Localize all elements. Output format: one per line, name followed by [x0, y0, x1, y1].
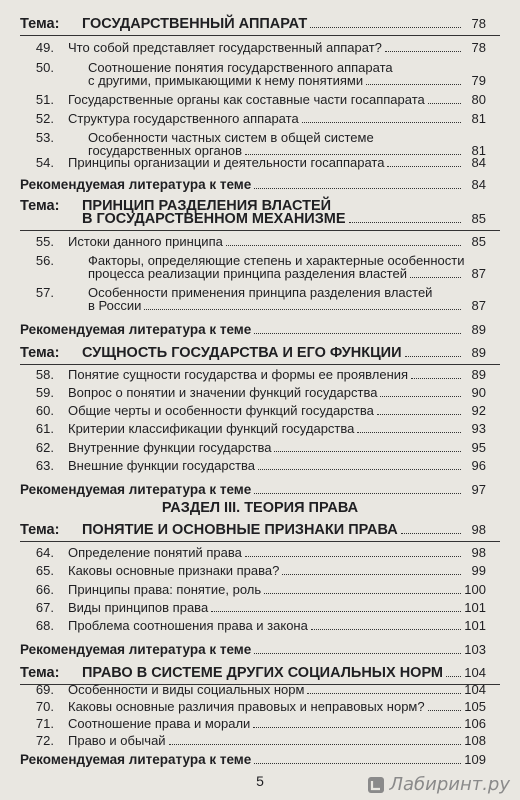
dot-leader [253, 727, 461, 728]
page-number: 80 [471, 92, 486, 107]
entry-number: 60. [35, 403, 54, 418]
topic-label: Тема: [20, 665, 60, 681]
dot-leader [428, 710, 461, 711]
topic-underline [20, 364, 500, 365]
page-number: 109 [464, 752, 486, 767]
toc-entry [20, 367, 486, 382]
page-number: 78 [471, 40, 486, 55]
dot-leader [258, 469, 461, 470]
dot-leader [307, 693, 461, 694]
entry-number: 63. [35, 458, 54, 473]
toc-entry [20, 733, 486, 748]
dot-leader [245, 556, 461, 557]
entry-title: Право и обычай [68, 733, 166, 748]
entry-number: 62. [35, 440, 54, 455]
entry-number: 53. [35, 130, 54, 145]
literature-entry [20, 482, 486, 497]
page-number: 87 [471, 266, 486, 281]
toc-entry [20, 92, 486, 107]
dot-leader [226, 245, 461, 246]
entry-title: Вопрос о понятии и значении функций государства [68, 385, 378, 400]
topic-underline [20, 35, 500, 36]
page-number: 97 [471, 482, 486, 497]
topic-title-line1: ПРИНЦИП РАЗДЕЛЕНИЯ ВЛАСТЕЙ [82, 198, 332, 214]
page-number: 101 [464, 618, 486, 633]
page-number: 98 [471, 545, 486, 560]
topic-heading [20, 345, 486, 361]
page-folio: 5 [256, 773, 264, 789]
entry-title: Понятие сущности государства и формы ее проявления [68, 367, 409, 382]
dot-leader [310, 27, 461, 28]
entry-title: Каковы основные различия правовых и неправовых норм? [68, 699, 425, 714]
entry-number: 49. [35, 40, 54, 55]
topic-underline [20, 541, 500, 542]
literature-label: Рекомендуемая литература к теме [20, 322, 252, 337]
page-number: 84 [471, 177, 486, 192]
dot-leader [254, 333, 461, 334]
entry-title: Проблема соотношения права и закона [68, 618, 308, 633]
page-number: 104 [464, 682, 486, 697]
entry-title: Определение понятий права [68, 545, 242, 560]
dot-leader [349, 222, 461, 223]
entry-number: 51. [35, 92, 54, 107]
dot-leader [385, 51, 461, 52]
page-number: 87 [471, 298, 486, 313]
entry-title: Принципы права: понятие, роль [68, 582, 262, 597]
entry-title: Внешние функции государства [68, 458, 256, 473]
page-number: 89 [471, 345, 486, 360]
entry-number: 52. [35, 111, 54, 126]
entry-title-line2: с другими, примыкающими к нему понятиями [88, 73, 364, 88]
dot-leader [405, 356, 461, 357]
dot-leader [254, 763, 461, 764]
page-number: 89 [471, 322, 486, 337]
toc-entry [20, 716, 486, 731]
entry-title: Виды принципов права [68, 600, 209, 615]
page-number: 85 [471, 211, 486, 226]
entry-number: 70. [35, 699, 54, 714]
toc-entry [88, 298, 486, 313]
literature-label: Рекомендуемая литература к теме [20, 642, 252, 657]
topic-label: Тема: [20, 345, 60, 361]
entry-number: 59. [35, 385, 54, 400]
toc-entry [20, 582, 486, 597]
entry-number: 68. [35, 618, 54, 633]
entry-number: 71. [35, 716, 54, 731]
dot-leader [254, 188, 461, 189]
literature-entry [20, 177, 486, 192]
topic-heading [20, 16, 486, 32]
page-number: 92 [471, 403, 486, 418]
toc-entry [20, 385, 486, 400]
dot-leader [410, 277, 461, 278]
entry-number: 66. [35, 582, 54, 597]
toc-entry [20, 600, 486, 615]
dot-leader [357, 432, 461, 433]
dot-leader [377, 414, 461, 415]
page-number: 101 [464, 600, 486, 615]
dot-leader [311, 629, 461, 630]
toc-entry [88, 266, 486, 281]
page-number: 78 [471, 16, 486, 31]
dot-leader [254, 653, 461, 654]
topic-underline [20, 230, 500, 231]
dot-leader [387, 166, 461, 167]
literature-entry [20, 752, 486, 767]
dot-leader [282, 574, 461, 575]
toc-entry [88, 73, 486, 88]
entry-number: 57. [35, 285, 54, 300]
topic-heading [20, 522, 486, 538]
topic-title: СУЩНОСТЬ ГОСУДАРСТВА И ЕГО ФУНКЦИИ [82, 345, 402, 361]
topic-title-line2: В ГОСУДАРСТВЕННОМ МЕХАНИЗМЕ [82, 211, 346, 227]
dot-leader [169, 744, 461, 745]
toc-entry [20, 155, 486, 170]
entry-title: Истоки данного принципа [68, 234, 223, 249]
entry-title-line1: Особенности частных систем в общей системе [88, 130, 374, 145]
dot-leader [302, 122, 461, 123]
page-number: 103 [464, 642, 486, 657]
entry-title: Соотношение права и морали [68, 716, 251, 731]
entry-title: Критерии классификации функций государства [68, 421, 355, 436]
entry-number: 58. [35, 367, 54, 382]
dot-leader [366, 84, 461, 85]
entry-title: Внутренние функции государства [68, 440, 272, 455]
page-number: 81 [471, 143, 486, 158]
toc-entry [20, 440, 486, 455]
entry-title: Принципы организации и деятельности госаппарата [68, 155, 385, 170]
topic-label: Тема: [20, 16, 60, 32]
entry-number: 67. [35, 600, 54, 615]
page-number: 85 [471, 234, 486, 249]
toc-entry [20, 458, 486, 473]
toc-entry [20, 40, 486, 55]
page-number: 89 [471, 367, 486, 382]
topic-label: Тема: [20, 522, 60, 538]
topic-heading [82, 211, 486, 227]
toc-entry [20, 421, 486, 436]
entry-number: 65. [35, 563, 54, 578]
topic-title: ПРАВО В СИСТЕМЕ ДРУГИХ СОЦИАЛЬНЫХ НОРМ [82, 665, 444, 681]
page-number: 79 [471, 73, 486, 88]
toc-entry [20, 618, 486, 633]
page-number: 99 [471, 563, 486, 578]
entry-number: 54. [35, 155, 54, 170]
page-number: 81 [471, 111, 486, 126]
entry-title-line2: процесса реализации принципа разделения властей [88, 266, 407, 281]
toc-entry [20, 545, 486, 560]
dot-leader [274, 451, 461, 452]
entry-title-line2: государственных органов [88, 143, 243, 158]
toc-entry [20, 563, 486, 578]
page-number: 90 [471, 385, 486, 400]
topic-heading [20, 665, 486, 681]
dot-leader [446, 676, 461, 677]
topic-title: ПОНЯТИЕ И ОСНОВНЫЕ ПРИЗНАКИ ПРАВА [82, 522, 398, 538]
entry-number: 55. [35, 234, 54, 249]
page-number: 93 [471, 421, 486, 436]
page-number: 106 [464, 716, 486, 731]
watermark-text: Лабиринт.ру [389, 774, 510, 795]
page-number: 100 [464, 582, 486, 597]
page-number: 108 [464, 733, 486, 748]
literature-label: Рекомендуемая литература к теме [20, 177, 252, 192]
page-number: 95 [471, 440, 486, 455]
dot-leader [254, 493, 461, 494]
dot-leader [264, 593, 461, 594]
topic-title: ГОСУДАРСТВЕННЫЙ АППАРАТ [82, 16, 308, 32]
entry-number: 61. [35, 421, 54, 436]
topic-label: Тема: [20, 198, 60, 214]
watermark [367, 774, 510, 795]
literature-entry [20, 642, 486, 657]
dot-leader [211, 611, 461, 612]
toc-entry [20, 111, 486, 126]
entry-title: Общие черты и особенности функций государства [68, 403, 374, 418]
page-number: 96 [471, 458, 486, 473]
entry-title: Что собой представляет государственный аппарат? [68, 40, 382, 55]
dot-leader [380, 396, 461, 397]
entry-title-line1: Факторы, определяющие степень и характерные особенности [88, 253, 465, 268]
page-number: 98 [471, 522, 486, 537]
entry-title-line2: в России [88, 298, 142, 313]
entry-title-line1: Особенности применения принципа разделения властей [88, 285, 433, 300]
toc-entry [20, 699, 486, 714]
entry-title-line1: Соотношение понятия государственного аппарата [88, 60, 393, 75]
section-heading: РАЗДЕЛ III. ТЕОРИЯ ПРАВА [161, 500, 359, 516]
entry-number: 69. [35, 682, 54, 697]
toc-entry [20, 682, 486, 697]
page-number: 105 [464, 699, 486, 714]
toc-entry [20, 403, 486, 418]
entry-title: Структура государственного аппарата [68, 111, 299, 126]
literature-entry [20, 322, 486, 337]
dot-leader [411, 378, 461, 379]
literature-label: Рекомендуемая литература к теме [20, 482, 252, 497]
toc-entry [20, 234, 486, 249]
entry-number: 50. [35, 60, 54, 75]
dot-leader [144, 309, 461, 310]
entry-title: Особенности и виды социальных норм [68, 682, 305, 697]
entry-number: 72. [35, 733, 54, 748]
dot-leader [401, 533, 461, 534]
entry-title: Каковы основные признаки права? [68, 563, 280, 578]
entry-number: 56. [35, 253, 54, 268]
literature-label: Рекомендуемая литература к теме [20, 752, 252, 767]
page-number: 84 [471, 155, 486, 170]
entry-number: 64. [35, 545, 54, 560]
entry-title: Государственные органы как составные части госаппарата [68, 92, 425, 107]
dot-leader [428, 103, 461, 104]
labyrinth-logo-icon [367, 776, 385, 794]
page-number: 104 [464, 665, 486, 680]
